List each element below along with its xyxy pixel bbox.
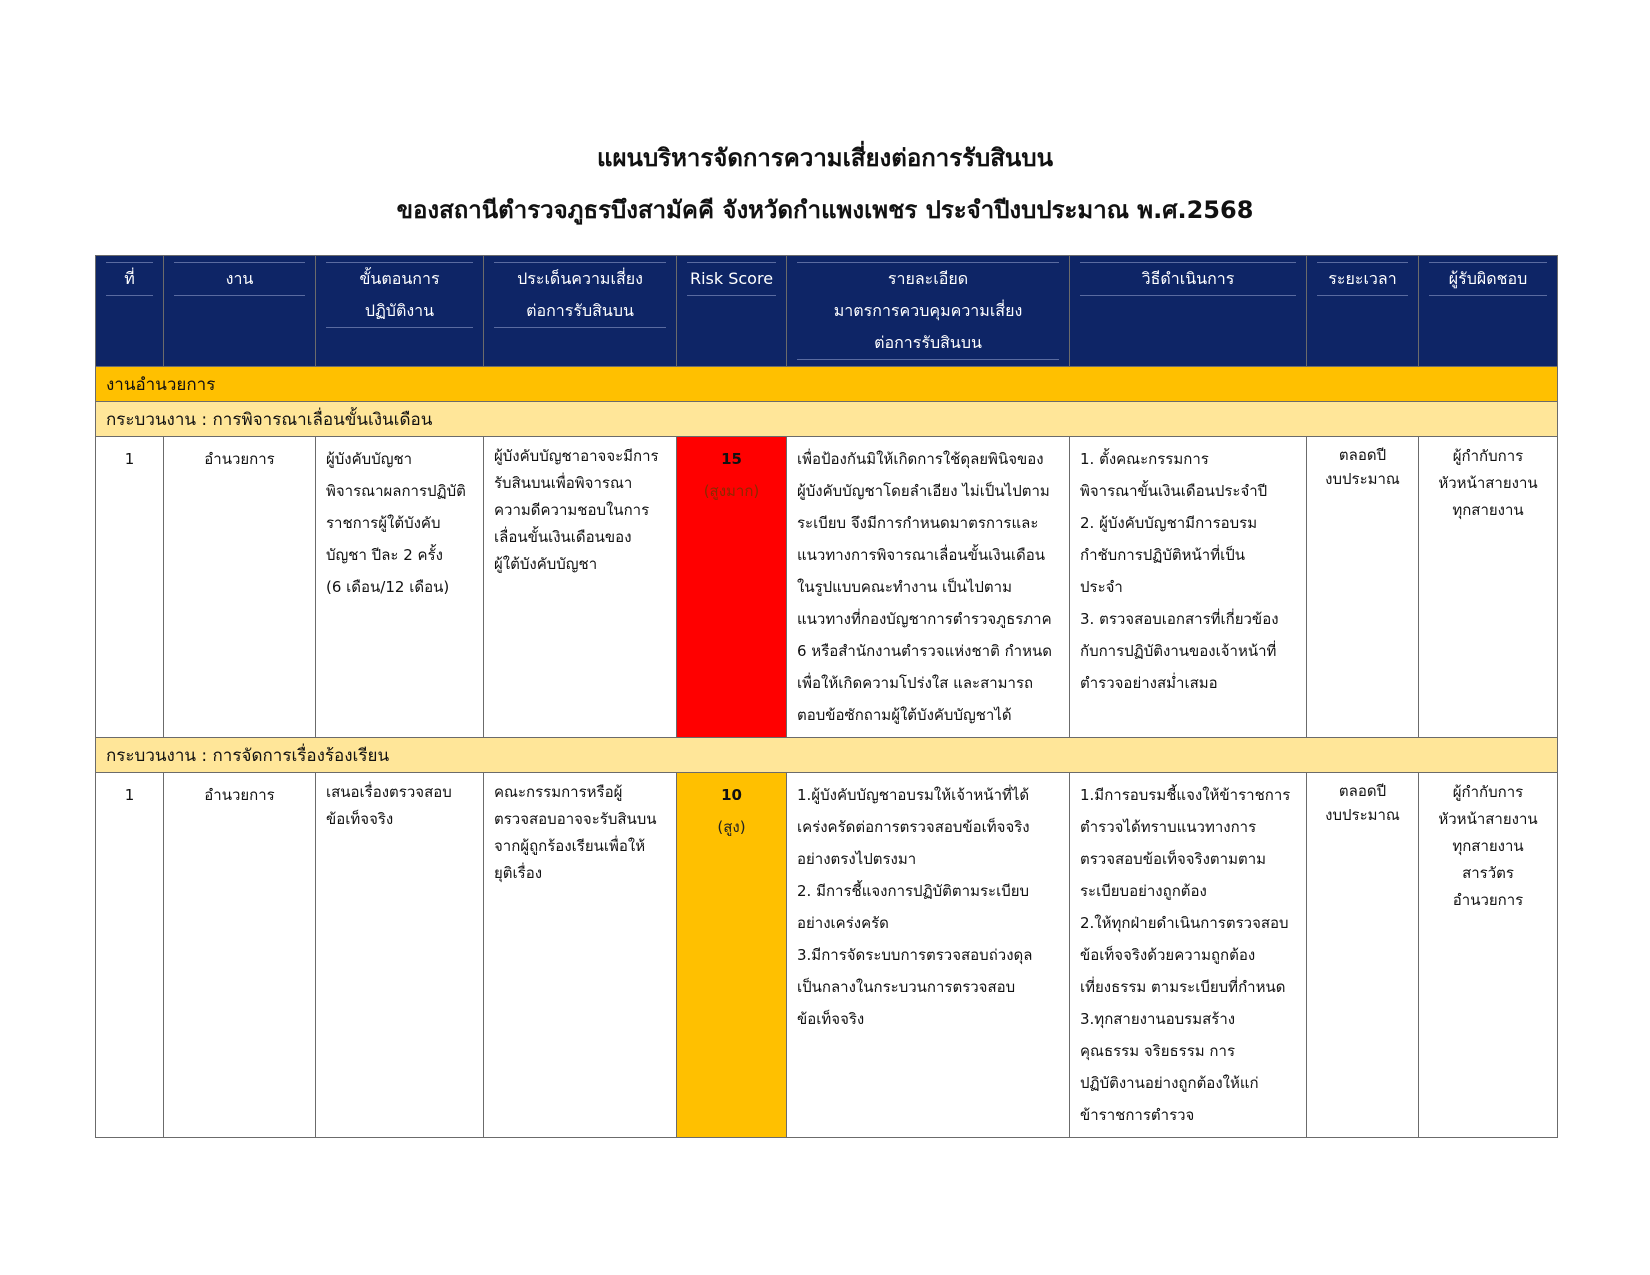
cell-line: ผู้กำกับการ bbox=[1452, 447, 1524, 465]
cell-line: 6 หรือสำนักงานตำรวจแห่งชาติ กำหนด bbox=[797, 642, 1052, 660]
row-measure bbox=[787, 437, 1070, 738]
cell-line: บัญชา ปีละ 2 ครั้ง bbox=[326, 546, 443, 564]
row-measure bbox=[787, 773, 1070, 1138]
cell-line: ความดีความชอบในการ bbox=[494, 501, 650, 519]
cell-line: ตลอดปี bbox=[1338, 446, 1387, 464]
risk-score-value: 10 bbox=[721, 786, 742, 804]
row-period bbox=[1307, 437, 1419, 738]
cell-line: ตอบข้อซักถามผู้ใต้บังคับบัญชาได้ bbox=[797, 706, 1012, 724]
cell-line: ข้าราชการตำรวจ bbox=[1080, 1106, 1195, 1124]
row-issue bbox=[484, 773, 677, 1138]
cell-line: เที่ยงธรรม ตามระเบียบที่กำหนด bbox=[1080, 978, 1286, 996]
cell-line: ตลอดปี bbox=[1338, 782, 1387, 800]
header-period: ระยะเวลา bbox=[1307, 256, 1419, 367]
row-no: 1 bbox=[96, 437, 164, 738]
cell-line: ประจำ bbox=[1080, 578, 1123, 596]
department-row bbox=[96, 367, 1558, 402]
cell-line: รับสินบนเพื่อพิจารณา bbox=[494, 474, 633, 492]
cell-line: ระเบียบ จึงมีการกำหนดมาตรการและ bbox=[797, 514, 1039, 532]
cell-line: คณะกรรมการหรือผู้ bbox=[494, 783, 623, 801]
cell-line: ระเบียบอย่างถูกต้อง bbox=[1080, 882, 1207, 900]
row-owner bbox=[1419, 437, 1558, 738]
cell-line: เคร่งครัดต่อการตรวจสอบข้อเท็จจริง bbox=[797, 818, 1030, 836]
row-owner bbox=[1419, 773, 1558, 1138]
risk-score-cell bbox=[677, 773, 787, 1138]
row-step bbox=[316, 437, 484, 738]
cell-line: กำชับการปฏิบัติหน้าที่เป็น bbox=[1080, 546, 1245, 564]
cell-line: 3. ตรวจสอบเอกสารที่เกี่ยวข้อง bbox=[1080, 610, 1279, 628]
cell-line: ข้อเท็จจริง bbox=[326, 810, 394, 828]
cell-line: งบประมาณ bbox=[1325, 470, 1400, 488]
risk-score-level: (สูง) bbox=[717, 818, 746, 836]
table-row bbox=[96, 437, 1558, 738]
risk-score-level: (สูงมาก) bbox=[703, 482, 760, 500]
header-step: ขั้นตอนการ ปฏิบัติงาน bbox=[316, 256, 484, 367]
cell-line: ผู้กำกับการ bbox=[1452, 783, 1524, 801]
cell-line: 1.ผู้บังคับบัญชาอบรมให้เจ้าหน้าที่ได้ bbox=[797, 786, 1030, 804]
row-method bbox=[1070, 437, 1307, 738]
process-row bbox=[96, 402, 1558, 437]
cell-line: เสนอเรื่องตรวจสอบ bbox=[326, 783, 452, 801]
table-row bbox=[96, 773, 1558, 1138]
header-risk-score: Risk Score bbox=[677, 256, 787, 367]
cell-line: ยุติเรื่อง bbox=[494, 864, 543, 882]
cell-line: ตรวจสอบอาจจะรับสินบน bbox=[494, 810, 657, 828]
process-label: กระบวนงาน : การจัดการเรื่องร้องเรียน bbox=[96, 738, 1558, 773]
cell-line: 1. ตั้งคณะกรรมการ bbox=[1080, 450, 1209, 468]
cell-line: อย่างเคร่งครัด bbox=[797, 914, 889, 932]
header-owner: ผู้รับผิดชอบ bbox=[1419, 256, 1558, 367]
cell-line: เลื่อนขั้นเงินเดือนของ bbox=[494, 528, 632, 546]
risk-plan-table bbox=[95, 255, 1558, 1138]
cell-line: หัวหน้าสายงาน bbox=[1438, 810, 1538, 828]
cell-line: 2. ผู้บังคับบัญชามีการอบรม bbox=[1080, 514, 1258, 532]
department-label: งานอำนวยการ bbox=[96, 367, 1558, 402]
cell-line: ผู้บังคับบัญชา bbox=[326, 450, 413, 468]
cell-line: 1.มีการอบรมชี้แจงให้ข้าราชการ bbox=[1080, 786, 1291, 804]
header-no: ที่ bbox=[96, 256, 164, 367]
cell-line: สารวัตร bbox=[1462, 864, 1514, 882]
cell-line: พิจารณาขั้นเงินเดือนประจำปี bbox=[1080, 482, 1268, 500]
cell-line: อย่างตรงไปตรงมา bbox=[797, 850, 917, 868]
cell-line: กับการปฏิบัติงานของเจ้าหน้าที่ bbox=[1080, 642, 1277, 660]
header-measure: รายละเอียด มาตรการควบคุมความเสี่ยง ต่อการรับสินบน bbox=[787, 256, 1070, 367]
cell-line: ทุกสายงาน bbox=[1452, 837, 1524, 855]
cell-line: คุณธรรม จริยธรรม การ bbox=[1080, 1042, 1235, 1060]
cell-line: ผู้ใต้บังคับบัญชา bbox=[494, 555, 598, 573]
cell-line: ข้อเท็จจริง bbox=[797, 1010, 865, 1028]
cell-line: ตรวจสอบข้อเท็จจริงตามตาม bbox=[1080, 850, 1267, 868]
cell-line: จากผู้ถูกร้องเรียนเพื่อให้ bbox=[494, 837, 646, 855]
header-method: วิธีดำเนินการ bbox=[1070, 256, 1307, 367]
cell-line: อำนวยการ bbox=[1452, 891, 1524, 909]
cell-line: ปฏิบัติงานอย่างถูกต้องให้แก่ bbox=[1080, 1074, 1259, 1092]
cell-line: ตำรวจได้ทราบแนวทางการ bbox=[1080, 818, 1257, 836]
cell-line: แนวทางที่กองบัญชาการตำรวจภูธรภาค bbox=[797, 610, 1052, 628]
cell-line: เพื่อให้เกิดความโปร่งใส และสามารถ bbox=[797, 674, 1034, 692]
process-label: กระบวนงาน : การพิจารณาเลื่อนขั้นเงินเดือน bbox=[96, 402, 1558, 437]
table-header-row bbox=[96, 256, 1558, 367]
page-subtitle: ของสถานีตำรวจภูธรบึงสามัคคี จังหวัดกำแพงเพชร ประจำปีงบประมาณ พ.ศ.2568 bbox=[396, 196, 1254, 224]
row-issue bbox=[484, 437, 677, 738]
cell-line: พิจารณาผลการปฏิบัติ bbox=[326, 482, 466, 500]
row-no: 1 bbox=[96, 773, 164, 1138]
cell-line: เพื่อป้องกันมิให้เกิดการใช้ดุลยพินิจของ bbox=[797, 450, 1044, 468]
cell-line: แนวทางการพิจารณาเลื่อนขั้นเงินเดือน bbox=[797, 546, 1045, 564]
row-work: อำนวยการ bbox=[164, 773, 316, 1138]
cell-line: งบประมาณ bbox=[1325, 806, 1400, 824]
cell-line: 2. มีการชี้แจงการปฏิบัติตามระเบียบ bbox=[797, 882, 1030, 900]
cell-line: 2.ให้ทุกฝ่ายดำเนินการตรวจสอบ bbox=[1080, 914, 1289, 932]
cell-line: (6 เดือน/12 เดือน) bbox=[326, 578, 450, 596]
header-issue: ประเด็นความเสี่ยง ต่อการรับสินบน bbox=[484, 256, 677, 367]
cell-line: ราชการผู้ใต้บังคับ bbox=[326, 514, 441, 532]
risk-score-cell bbox=[677, 437, 787, 738]
process-row bbox=[96, 738, 1558, 773]
risk-score-value: 15 bbox=[721, 450, 742, 468]
row-work: อำนวยการ bbox=[164, 437, 316, 738]
cell-line: ในรูปแบบคณะทำงาน เป็นไปตาม bbox=[797, 578, 1012, 596]
cell-line: ผู้บังคับบัญชาอาจจะมีการ bbox=[494, 447, 659, 465]
cell-line: หัวหน้าสายงาน bbox=[1438, 474, 1538, 492]
cell-line: 3.มีการจัดระบบการตรวจสอบถ่วงดุล bbox=[797, 946, 1033, 964]
row-method bbox=[1070, 773, 1307, 1138]
cell-line: ข้อเท็จจริงด้วยความถูกต้อง bbox=[1080, 946, 1256, 964]
cell-line: 3.ทุกสายงานอบรมสร้าง bbox=[1080, 1010, 1236, 1028]
cell-line: ตำรวจอย่างสม่ำเสมอ bbox=[1080, 674, 1218, 692]
cell-line: ทุกสายงาน bbox=[1452, 501, 1524, 519]
page-title: แผนบริหารจัดการความเสี่ยงต่อการรับสินบน bbox=[597, 144, 1053, 172]
cell-line: เป็นกลางในกระบวนการตรวจสอบ bbox=[797, 978, 1016, 996]
row-step bbox=[316, 773, 484, 1138]
header-work: งาน bbox=[164, 256, 316, 367]
cell-line: ผู้บังคับบัญชาโดยลำเอียง ไม่เป็นไปตาม bbox=[797, 482, 1050, 500]
row-period bbox=[1307, 773, 1419, 1138]
